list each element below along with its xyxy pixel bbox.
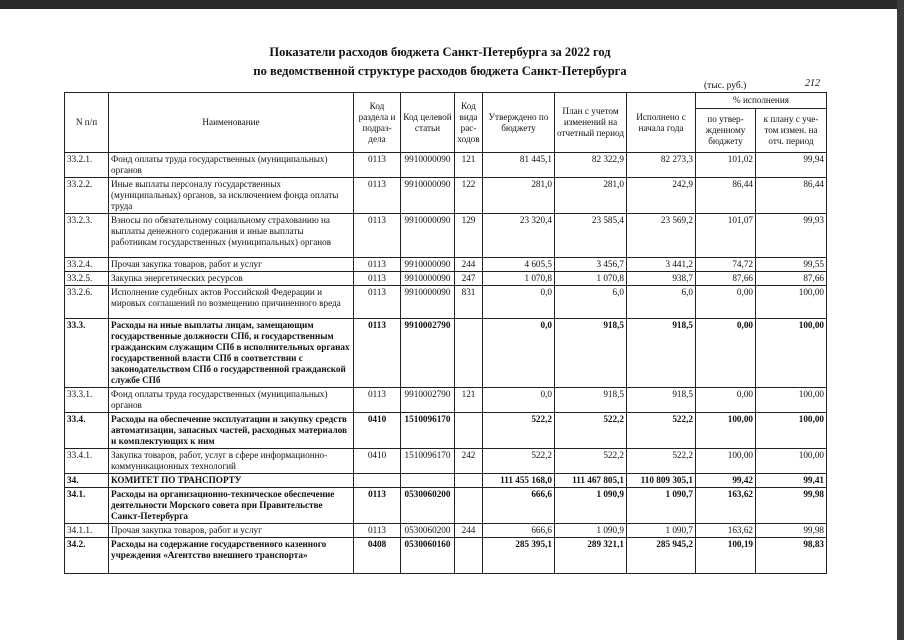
cell-executed: 938,7 [627, 272, 696, 286]
cell-target: 9910000090 [401, 272, 455, 286]
cell-section: 0113 [354, 272, 401, 286]
cell-section: 0113 [354, 153, 401, 178]
cell-expense-type: 831 [455, 286, 483, 319]
table-row [65, 524, 827, 538]
cell-num: 33.2.5. [65, 272, 109, 286]
cell-executed: 242,9 [627, 178, 696, 214]
header-section: Код раздела и подраз-дела [354, 93, 401, 153]
cell-section: 0113 [354, 388, 401, 413]
table-body [65, 153, 827, 574]
cell-plan: 289 321,1 [555, 538, 627, 574]
table-row [65, 286, 827, 319]
cell-approved: 281,0 [483, 178, 555, 214]
cell-pct-approved: 163,62 [696, 524, 756, 538]
cell-approved: 666,6 [483, 488, 555, 524]
cell-num: 34.1. [65, 488, 109, 524]
cell-section: 0113 [354, 286, 401, 319]
cell-executed: 522,2 [627, 413, 696, 449]
cell-executed: 918,5 [627, 319, 696, 388]
cell-name: Прочая закупка товаров, работ и услуг [109, 524, 354, 538]
page-number: 212 [805, 78, 820, 89]
cell-pct-approved: 86,44 [696, 178, 756, 214]
cell-expense-type [455, 413, 483, 449]
cell-target: 0530060200 [401, 524, 455, 538]
cell-section: 0113 [354, 178, 401, 214]
table-row [65, 258, 827, 272]
units-label: (тыс. руб.) [704, 81, 747, 91]
cell-approved: 4 605,5 [483, 258, 555, 272]
cell-approved: 1 070,8 [483, 272, 555, 286]
cell-approved: 111 455 168,0 [483, 474, 555, 488]
cell-num: 33.3. [65, 319, 109, 388]
cell-approved: 23 320,4 [483, 214, 555, 258]
cell-name: Расходы на иные выплаты лицам, замещающим государственные должности СПб, и государственным гражданским служащим СПб в исполнительных органах государственной власти СПб в соответствии с законодательством СПб о государственной гражданской службе СПб [109, 319, 354, 388]
cell-pct-plan: 87,66 [756, 272, 827, 286]
table-row [65, 488, 827, 524]
cell-expense-type [455, 538, 483, 574]
cell-section: 0113 [354, 524, 401, 538]
cell-pct-plan: 100,00 [756, 388, 827, 413]
cell-name: Закупка товаров, работ, услуг в сфере информационно-коммуникационных технологий [109, 449, 354, 474]
cell-executed: 23 569,2 [627, 214, 696, 258]
cell-pct-approved: 0,00 [696, 286, 756, 319]
cell-pct-plan: 99,93 [756, 214, 827, 258]
cell-approved: 522,2 [483, 413, 555, 449]
cell-plan: 522,2 [555, 449, 627, 474]
cell-plan: 1 090,9 [555, 488, 627, 524]
cell-executed: 3 441,2 [627, 258, 696, 272]
cell-num: 33.2.1. [65, 153, 109, 178]
cell-section [354, 474, 401, 488]
header-pct-group: % исполнения [696, 93, 827, 109]
cell-plan: 918,5 [555, 388, 627, 413]
cell-target: 9910002790 [401, 388, 455, 413]
cell-executed: 285 945,2 [627, 538, 696, 574]
cell-num: 33.2.3. [65, 214, 109, 258]
cell-expense-type [455, 488, 483, 524]
cell-pct-plan: 99,41 [756, 474, 827, 488]
cell-pct-plan: 86,44 [756, 178, 827, 214]
table-row [65, 178, 827, 214]
cell-expense-type [455, 319, 483, 388]
cell-pct-approved: 0,00 [696, 388, 756, 413]
cell-expense-type: 242 [455, 449, 483, 474]
cell-target: 9910000090 [401, 178, 455, 214]
cell-num: 34.1.1. [65, 524, 109, 538]
cell-num: 33.4. [65, 413, 109, 449]
table-row [65, 319, 827, 388]
cell-pct-approved: 99,42 [696, 474, 756, 488]
cell-approved: 0,0 [483, 388, 555, 413]
cell-approved: 285 395,1 [483, 538, 555, 574]
cell-plan: 6,0 [555, 286, 627, 319]
cell-pct-approved: 163,62 [696, 488, 756, 524]
cell-approved: 522,2 [483, 449, 555, 474]
cell-expense-type: 121 [455, 153, 483, 178]
cell-name: Фонд оплаты труда государственных (муниципальных) органов [109, 388, 354, 413]
cell-pct-plan: 100,00 [756, 319, 827, 388]
cell-name: Расходы на содержание государственного казенного учреждения «Агентство внешнего транспорта» [109, 538, 354, 574]
cell-executed: 110 809 305,1 [627, 474, 696, 488]
table-row [65, 214, 827, 258]
document-subtitle: по ведомственной структуре расходов бюджета Санкт-Петербурга [253, 64, 627, 78]
cell-plan: 1 090,9 [555, 524, 627, 538]
cell-executed: 6,0 [627, 286, 696, 319]
cell-section: 0410 [354, 449, 401, 474]
cell-plan: 281,0 [555, 178, 627, 214]
cell-pct-plan: 99,94 [756, 153, 827, 178]
cell-pct-approved: 101,02 [696, 153, 756, 178]
header-num: N п/п [65, 93, 109, 153]
cell-pct-plan: 99,98 [756, 488, 827, 524]
cell-section: 0113 [354, 319, 401, 388]
header-pct-approved: по утвер-жденному бюджету [696, 109, 756, 153]
table-row [65, 272, 827, 286]
cell-plan: 23 585,4 [555, 214, 627, 258]
cell-expense-type: 244 [455, 258, 483, 272]
cell-executed: 522,2 [627, 449, 696, 474]
cell-expense-type: 129 [455, 214, 483, 258]
cell-target: 1510096170 [401, 449, 455, 474]
cell-name: Расходы на обеспечение эксплуатации и закупку средств автоматизации, запасных частей, расходных материалов и комплектующих к ним [109, 413, 354, 449]
cell-pct-plan: 100,00 [756, 286, 827, 319]
cell-pct-plan: 100,00 [756, 413, 827, 449]
cell-pct-approved: 0,00 [696, 319, 756, 388]
cell-section: 0113 [354, 214, 401, 258]
cell-plan: 522,2 [555, 413, 627, 449]
cell-section: 0113 [354, 258, 401, 272]
cell-target: 9910000090 [401, 258, 455, 272]
document-title: Показатели расходов бюджета Санкт-Петербурга за 2022 год [269, 45, 611, 59]
cell-pct-approved: 100,19 [696, 538, 756, 574]
cell-target: 0530060200 [401, 488, 455, 524]
header-plan: План с учетом изменений на отчетный период [555, 93, 627, 153]
cell-target: 0530060160 [401, 538, 455, 574]
cell-plan: 918,5 [555, 319, 627, 388]
cell-name: Расходы на организационно-техническое обеспечение деятельности Морского совета при Правительстве Санкт-Петербурга [109, 488, 354, 524]
cell-section: 0410 [354, 413, 401, 449]
cell-section: 0408 [354, 538, 401, 574]
cell-section: 0113 [354, 488, 401, 524]
cell-pct-approved: 101,07 [696, 214, 756, 258]
cell-plan: 3 456,7 [555, 258, 627, 272]
cell-name: Прочая закупка товаров, работ и услуг [109, 258, 354, 272]
cell-num: 33.4.1. [65, 449, 109, 474]
cell-pct-plan: 100,00 [756, 449, 827, 474]
cell-name: Взносы по обязательному социальному страхованию на выплаты денежного содержания и иные выплаты работникам государственных (муниципальных) органов [109, 214, 354, 258]
scan-edge-top [0, 0, 904, 9]
cell-target: 9910000090 [401, 286, 455, 319]
table-row [65, 449, 827, 474]
cell-target: 1510096170 [401, 413, 455, 449]
cell-plan: 111 467 805,1 [555, 474, 627, 488]
cell-target [401, 474, 455, 488]
table-row [65, 413, 827, 449]
cell-target: 9910000090 [401, 153, 455, 178]
cell-approved: 0,0 [483, 286, 555, 319]
cell-target: 9910002790 [401, 319, 455, 388]
cell-num: 33.2.2. [65, 178, 109, 214]
cell-plan: 1 070,8 [555, 272, 627, 286]
cell-num: 33.2.4. [65, 258, 109, 272]
header-target: Код целевой статьи [401, 93, 455, 153]
cell-pct-approved: 100,00 [696, 413, 756, 449]
cell-num: 34.2. [65, 538, 109, 574]
cell-num: 33.3.1. [65, 388, 109, 413]
cell-pct-plan: 98,83 [756, 538, 827, 574]
cell-num: 34. [65, 474, 109, 488]
cell-executed: 1 090,7 [627, 524, 696, 538]
cell-pct-approved: 87,66 [696, 272, 756, 286]
header-pct-plan: к плану с уче-том измен. на отч. период [756, 109, 827, 153]
cell-plan: 82 322,9 [555, 153, 627, 178]
cell-executed: 82 273,3 [627, 153, 696, 178]
cell-pct-plan: 99,98 [756, 524, 827, 538]
cell-target: 9910000090 [401, 214, 455, 258]
table-row [65, 388, 827, 413]
cell-expense-type: 122 [455, 178, 483, 214]
cell-expense-type: 244 [455, 524, 483, 538]
cell-name: Фонд оплаты труда государственных (муниципальных) органов [109, 153, 354, 178]
header-name: Наименование [109, 93, 354, 153]
cell-executed: 918,5 [627, 388, 696, 413]
cell-pct-approved: 74,72 [696, 258, 756, 272]
budget-table [64, 92, 827, 574]
cell-name: Иные выплаты персоналу государственных (муниципальных) органов, за исключением фонда оплаты труда [109, 178, 354, 214]
table-row [65, 538, 827, 574]
cell-expense-type [455, 474, 483, 488]
cell-pct-approved: 100,00 [696, 449, 756, 474]
cell-pct-plan: 99,55 [756, 258, 827, 272]
cell-approved: 666,6 [483, 524, 555, 538]
header-executed: Исполнено с начала года [627, 93, 696, 153]
table-row [65, 153, 827, 178]
table-row [65, 474, 827, 488]
cell-expense-type: 247 [455, 272, 483, 286]
cell-executed: 1 090,7 [627, 488, 696, 524]
cell-approved: 81 445,1 [483, 153, 555, 178]
cell-name: Закупка энергетических ресурсов [109, 272, 354, 286]
cell-name: Исполнение судебных актов Российской Федерации и мировых соглашений по возмещению причиненного вреда [109, 286, 354, 319]
cell-expense-type: 121 [455, 388, 483, 413]
scan-edge-right [897, 0, 904, 640]
cell-num: 33.2.6. [65, 286, 109, 319]
cell-approved: 0,0 [483, 319, 555, 388]
cell-name: КОМИТЕТ ПО ТРАНСПОРТУ [109, 474, 354, 488]
header-approved: Утверждено по бюджету [483, 93, 555, 153]
header-expense-type: Код вида рас-ходов [455, 93, 483, 153]
